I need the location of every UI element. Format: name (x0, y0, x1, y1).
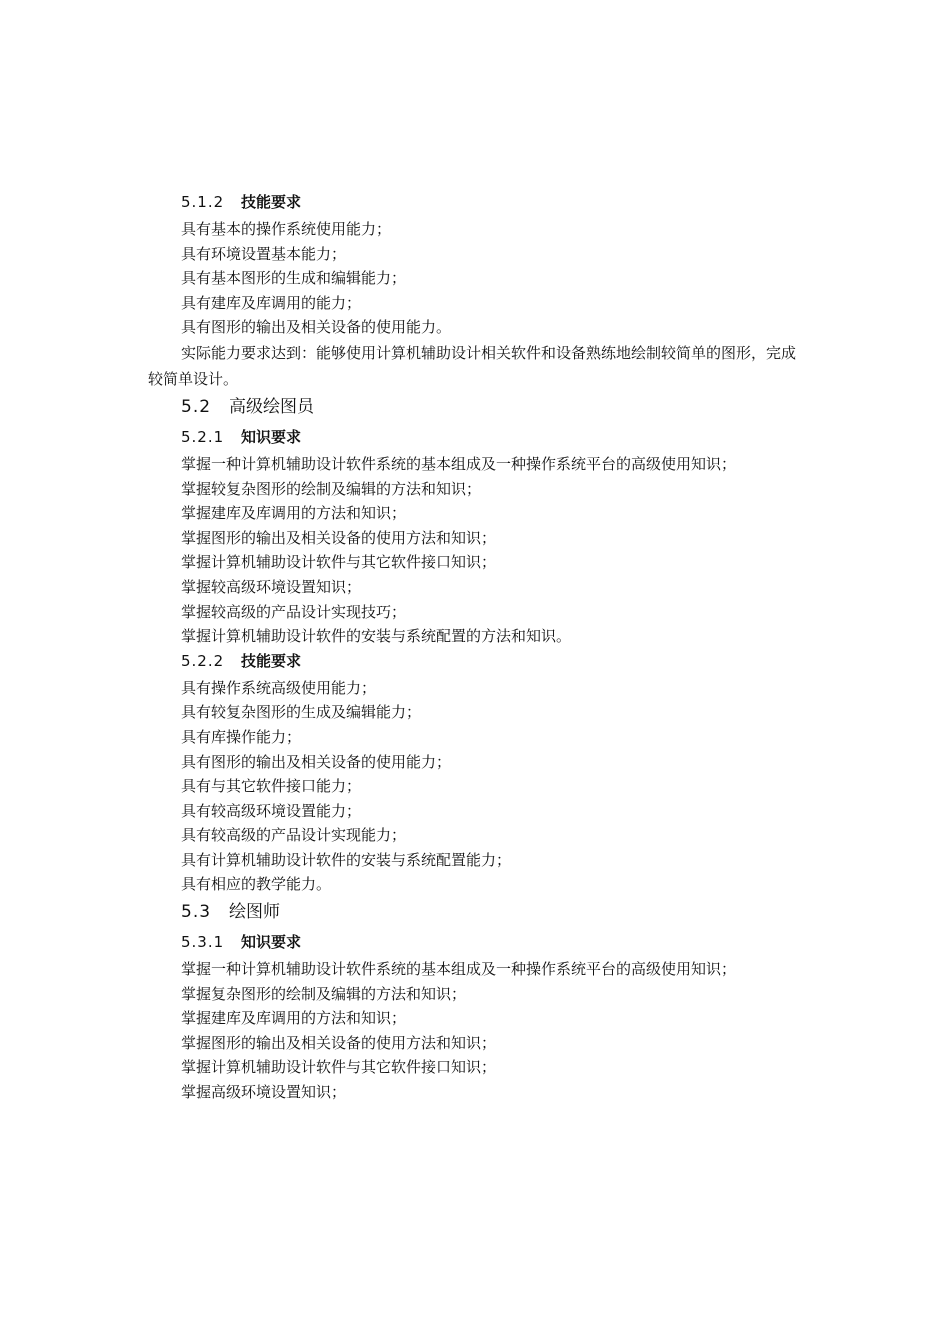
section-number: 5.3.1 (181, 933, 225, 952)
document-content (148, 190, 808, 1105)
list-item: 具有图形的输出及相关设备的使用能力。 (181, 318, 452, 337)
section-number: 5.2 (181, 396, 212, 417)
list-item: 掌握较复杂图形的绘制及编辑的方法和知识； (181, 479, 482, 498)
section-title: 技能要求 (241, 651, 302, 670)
section-number: 5.3 (181, 902, 212, 923)
section-heading-5-3 (148, 899, 808, 926)
list-item: 具有基本图形的生成和编辑能力； (181, 269, 407, 288)
list-item: 具有较复杂图形的生成及编辑能力； (181, 703, 422, 722)
list-item: 具有库操作能力； (181, 727, 302, 746)
list-item: 掌握计算机辅助设计软件的安装与系统配置的方法和知识。 (181, 627, 572, 646)
list-item: 具有较高级环境设置能力； (181, 801, 362, 820)
list-item: 掌握计算机辅助设计软件与其它软件接口知识； (181, 1058, 497, 1077)
section-number: 5.1.2 (181, 193, 225, 211)
section-heading-5-2-1 (148, 425, 808, 449)
section-number: 5.2.2 (181, 651, 225, 670)
list-item: 掌握图形的输出及相关设备的使用方法和知识； (181, 528, 497, 547)
section-title: 绘图师 (229, 902, 280, 923)
list-item: 掌握计算机辅助设计软件与其它软件接口知识； (181, 553, 497, 572)
paragraph: 实际能力要求达到：能够使用计算机辅助设计相关软件和设备熟练地绘制较简单的图形，完成较简单设计。 (148, 343, 797, 388)
section-title: 知识要求 (241, 933, 302, 952)
list-item: 具有与其它软件接口能力； (181, 777, 362, 796)
section-title: 高级绘图员 (229, 396, 314, 417)
list-item: 具有基本的操作系统使用能力； (181, 220, 392, 238)
section-title: 知识要求 (241, 427, 302, 446)
list-item: 掌握一种计算机辅助设计软件系统的基本组成及一种操作系统平台的高级使用知识； (181, 454, 737, 473)
list-item: 具有相应的教学能力。 (181, 875, 332, 894)
list-item: 掌握一种计算机辅助设计软件系统的基本组成及一种操作系统平台的高级使用知识； (181, 960, 737, 979)
list-item: 掌握高级环境设置知识； (181, 1083, 347, 1102)
list-item: 掌握建库及库调用的方法和知识； (181, 1009, 407, 1028)
list-item: 具有环境设置基本能力； (181, 244, 347, 263)
section-title: 技能要求 (241, 193, 302, 211)
list-item: 具有较高级的产品设计实现能力； (181, 826, 407, 845)
list-item: 具有计算机辅助设计软件的安装与系统配置能力； (181, 850, 512, 869)
section-heading-5-2 (148, 394, 808, 421)
section-heading-5-2-2 (148, 649, 808, 673)
list-item: 具有建库及库调用的能力； (181, 293, 362, 312)
list-item: 掌握较高级环境设置知识； (181, 577, 362, 596)
list-item: 具有操作系统高级使用能力； (181, 678, 377, 697)
list-item: 掌握建库及库调用的方法和知识； (181, 504, 407, 523)
list-item: 掌握复杂图形的绘制及编辑的方法和知识； (181, 984, 467, 1003)
list-item: 具有图形的输出及相关设备的使用能力； (181, 752, 452, 771)
list-item: 掌握较高级的产品设计实现技巧； (181, 602, 407, 621)
section-heading-5-3-1 (148, 930, 808, 954)
list-item: 掌握图形的输出及相关设备的使用方法和知识； (181, 1033, 497, 1052)
section-heading-5-1-2 (148, 190, 808, 214)
section-number: 5.2.1 (181, 427, 225, 446)
